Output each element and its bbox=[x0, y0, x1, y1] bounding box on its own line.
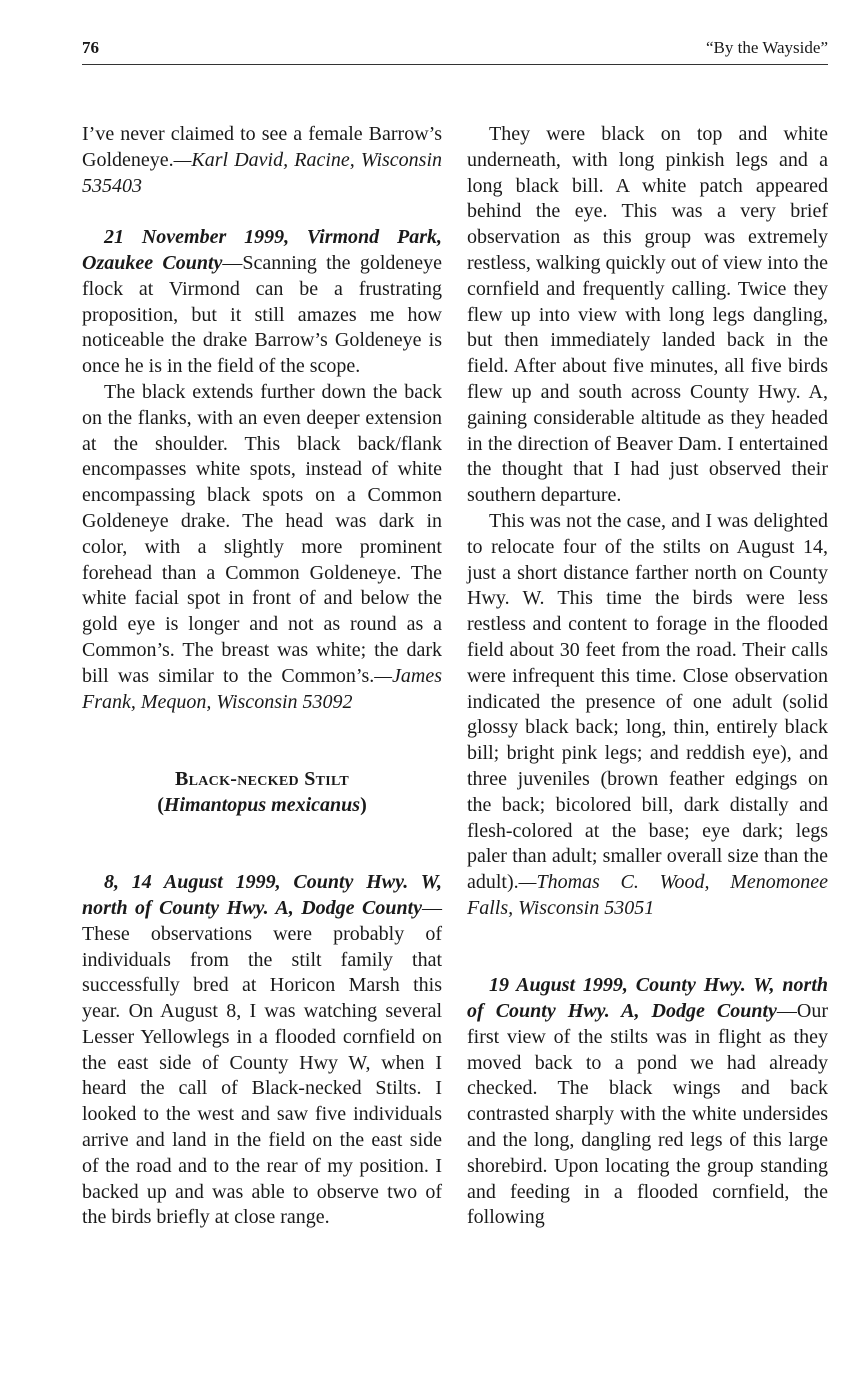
paren-close: ) bbox=[360, 793, 367, 816]
dateline: 19 August 1999, County Hwy. W, north of County Hwy. A, Dodge County bbox=[467, 974, 828, 1023]
species-latin-heading bbox=[82, 793, 442, 819]
paragraph bbox=[467, 509, 828, 922]
species-latin-name: Himantopus mexicanus bbox=[163, 793, 361, 816]
left-column bbox=[82, 122, 442, 1231]
paragraph-text: —Scanning the goldeneye flock at Virmond can be a frustrating proposition, but it still amazes me how noticeable the drake Barrow’s Goldeneye is once he is in the field of the scope. bbox=[82, 251, 443, 378]
running-header bbox=[82, 38, 828, 65]
signature: —Thomas C. Wood, Menomonee Falls, Wisconsin 53051 bbox=[467, 871, 828, 919]
dateline: 8, 14 August 1999, County Hwy. W, north of County Hwy. A, Dodge County bbox=[82, 871, 442, 919]
paragraph-text: I’ve never claimed to see a female Barrow’s Goldeneye. bbox=[82, 123, 442, 171]
paragraph-text: —Our first view of the stilts was in flight as they moved back to a pond we had already checked. The black wings and back contrasted sharply with the white undersides and the long, dangling red legs of this large shorebird. Upon locating the group standing and feeding in a flooded cornfield, the following bbox=[467, 1000, 828, 1229]
paragraph bbox=[82, 122, 442, 199]
page-number: 76 bbox=[82, 38, 99, 57]
paragraph-text: This was not the case, and I was delighted to relocate four of the stilts on August 14, just a short distance farther north on County Hwy. W. This time the birds were less restless and content to forage in the flooded field about 30 feet from the road. Their calls were infrequent this time. Close observation indicated the presence of one adult (solid glossy black back; long, thin, entirely black bill; bright pink legs; and reddish eye), and three juveniles (brown feather edgings on the back; bicolored bill, dark distally and flesh-colored at the base; eye dark; legs paler than adult; smaller overall size than the adult). bbox=[467, 509, 828, 894]
right-column bbox=[467, 122, 828, 1231]
species-heading bbox=[82, 767, 442, 793]
paragraph bbox=[82, 225, 442, 380]
paren-open: ( bbox=[157, 793, 164, 816]
paragraph bbox=[82, 870, 442, 1231]
paragraph bbox=[467, 973, 828, 1231]
paragraph-text: — These observations were probably of individuals from the stilt family that successfully bred at Horicon Marsh this year. On August 8, I was watching several Lesser Yellowlegs in a flooded cornfield on the east side of County Hwy W, when I heard the call of Black-necked Stilts. I looked to the west and saw five individuals arrive and land in the field on the east side of the road and to the rear of my position. I backed up and was able to observe two of the birds briefly at close range. bbox=[82, 896, 442, 1229]
species-common-name: Black-necked Stilt bbox=[174, 767, 350, 790]
paragraph-text: The black extends further down the back on the flanks, with an even deeper extension at the shoulder. This black back/flank encompasses white spots, instead of white encompassing black spots on a Common Goldeneye drake. The head was dark in color, with a slightly more prominent forehead than a Common Goldeneye. The white facial spot in front of and below the gold eye is longer and not as round as a Common’s. The breast was white; the dark bill was similar to the Common’s. bbox=[82, 380, 442, 687]
dateline: 21 November 1999, Virmond Park, Ozaukee County bbox=[82, 226, 442, 274]
paragraph bbox=[467, 122, 828, 509]
paragraph bbox=[82, 380, 442, 715]
signature: —Karl David, Racine, Wisconsin 535403 bbox=[82, 148, 442, 197]
paragraph-text: They were black on top and white underneath, with long pinkish legs and a long black bill. A white patch appeared behind the eye. This was a very brief observation as this group was extremely restless, walking quickly out of view into the cornfield and frequently calling. Twice they flew up into view with long legs dangling, but then immediately landed back in the field. After about five minutes, all five birds flew up and south across County Hwy. A, gaining considerable altitude as they headed in the direction of Beaver Dam. I entertained the thought that I had just observed their southern departure. bbox=[467, 123, 828, 507]
signature: —James Frank, Mequon, Wisconsin 53092 bbox=[82, 664, 442, 713]
running-title: “By the Wayside” bbox=[705, 38, 828, 57]
